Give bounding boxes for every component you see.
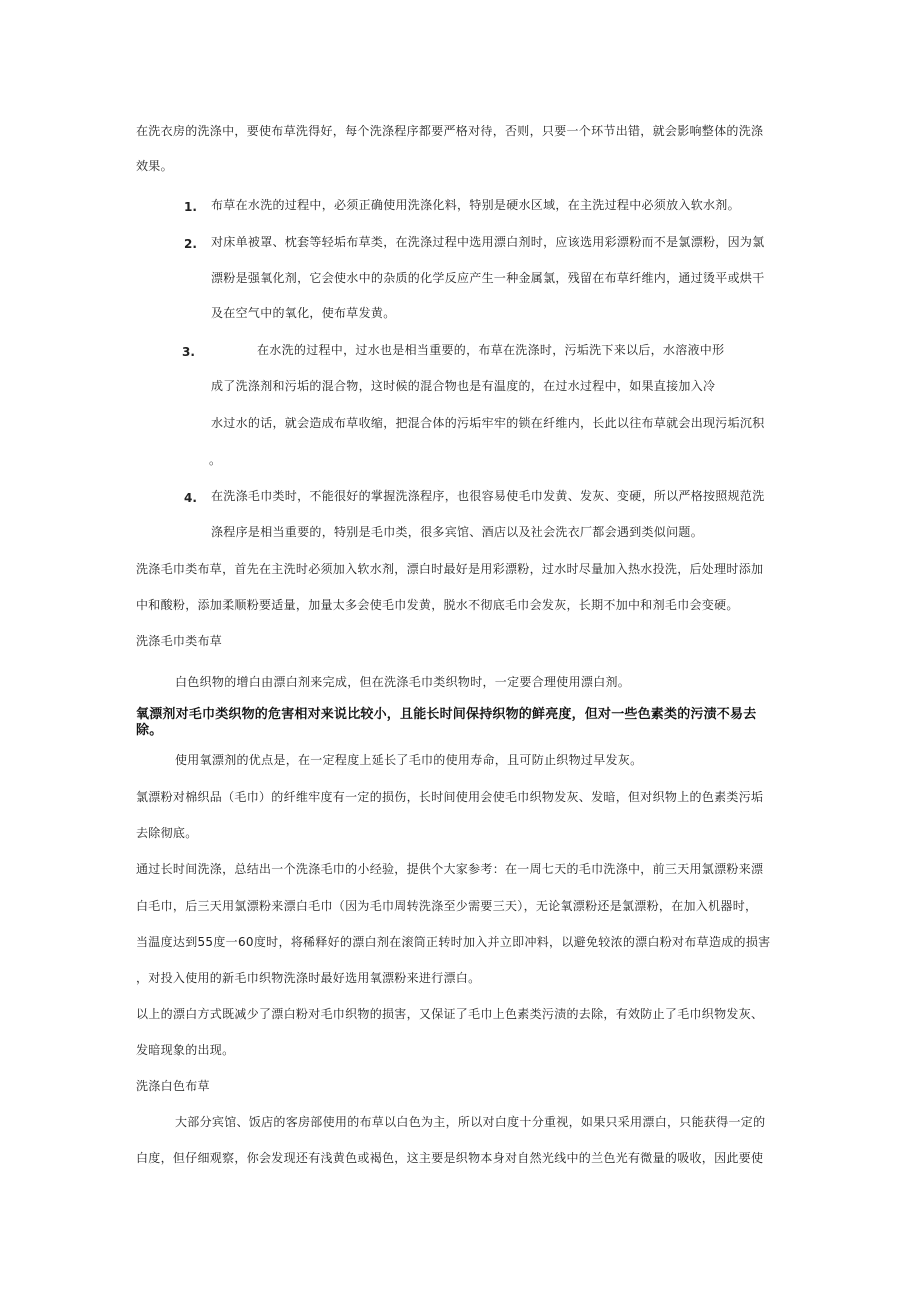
bold-para-line-2: 除。 [136,723,163,738]
towel-para-line-1: 洗涤毛巾类布草，首先在主洗时必须加入软水剂，漂白时最好是用彩漂粉，过水时尽量加入热水投洗，后处理时添加 [136,562,764,576]
heading-towel: 洗涤毛巾类布草 [136,634,223,648]
heading-white: 洗涤白色布草 [136,1079,210,1093]
list-item-4-line-1: 在洗涤毛巾类时，不能很好的掌握洗涤程序，也很容易使毛巾发黄、发灰、变硬，所以严格按照规范洗 [211,489,765,503]
list-item-1-number: 1. [184,200,197,214]
list-item-2-line-1: 对床单被罩、枕套等轻垢布草类，在洗涤过程中选用漂白剂时，应该选用彩漂粉而不是氯漂粉，因为氯 [211,235,765,249]
chlorine-para-line-1: 氯漂粉对棉织品（毛巾）的纤维牢度有一定的损伤，长时间使用会使毛巾织物发灰、发暗，但对织物上的色素类污垢 [136,790,764,804]
conclusion-para-line-2: 发暗现象的出现。 [136,1043,235,1057]
list-item-2-line-2: 漂粉是强氧化剂，它会使水中的杂质的化学反应产生一种金属氯，残留在布草纤维内，通过烫平或烘干 [211,271,765,285]
experience-para-line-3: 当温度达到55度一60度时，将稀释好的漂白剂在滚筒正转时加入并立即冲料，以避免较浓的漂白粉对布草造成的损害 [136,935,771,949]
list-item-4-number: 4. [184,491,197,505]
whitening-para: 白色织物的增白由漂白剂来完成，但在洗涤毛巾类织物时，一定要合理使用漂白剂。 [175,675,631,689]
experience-para-line-4: ，对投入使用的新毛巾织物洗涤时最好选用氧漂粉来进行漂白。 [136,971,481,985]
oxygen-para: 使用氧漂剂的优点是，在一定程度上延长了毛巾的使用寿命，且可防止织物过早发灰。 [175,753,643,767]
intro-line-2: 效果。 [136,159,173,173]
list-item-4-line-2: 涤程序是相当重要的，特别是毛巾类，很多宾馆、酒店以及社会洗衣厂都会遇到类似问题。 [211,525,704,539]
experience-para-line-1: 通过长时间洗涤，总结出一个洗涤毛巾的小经验，提供个大家参考：在一周七天的毛巾洗涤中，前三天用氯漂粉来漂 [136,862,764,876]
list-item-3-line-1: 在水洗的过程中，过水也是相当重要的，布草在洗涤时，污垢洗下来以后，水溶液中形 [257,343,725,357]
white-para-line-2: 白度，但仔细观察，你会发现还有浅黄色或褐色，这主要是织物本身对自然光线中的兰色光有微量的吸收，因此要使 [136,1151,764,1165]
chlorine-para-line-2: 去除彻底。 [136,826,198,840]
intro-line-1: 在洗衣房的洗涤中，要使布草洗得好，每个洗涤程序都要严格对待，否则，只要一个环节出错，就会影响整体的洗涤 [136,124,764,138]
towel-para-line-2: 中和酸粉，添加柔顺粉要适量，加量太多会使毛巾发黄，脱水不彻底毛巾会发灰，长期不加中和剂毛巾会变硬。 [136,598,739,612]
experience-para-line-2: 白毛巾，后三天用氯漂粉来漂白毛巾（因为毛巾周转洗涤至少需要三天），无论氧漂粉还是氯漂粉，在加入机器时， [136,899,758,913]
list-item-3-line-4: 。 [209,453,222,467]
list-item-3-number: 3. [182,345,195,359]
list-item-3-line-3: 水过水的话，就会造成布草收缩，把混合体的污垢牢牢的锁在纤维内，长此以往布草就会出现污垢沉积 [211,416,765,430]
conclusion-para-line-1: 以上的漂白方式既减少了漂白粉对毛巾织物的损害，又保证了毛巾上色素类污渍的去除，有效防止了毛巾织物发灰、 [136,1007,764,1021]
bold-para-line-1: 氧漂剂对毛巾类织物的危害相对来说比较小，且能长时间保持织物的鲜亮度，但对一些色素类的污渍不易去 [136,707,757,722]
white-para-line-1: 大部分宾馆、饭店的客房部使用的布草以白色为主，所以对白度十分重视，如果只采用漂白，只能获得一定的 [175,1115,766,1129]
list-item-2-line-3: 及在空气中的氧化，使布草发黄。 [211,306,396,320]
list-item-2-number: 2. [184,237,197,251]
list-item-1-line-1: 布草在水洗的过程中，必须正确使用洗涤化料，特别是硬水区域，在主洗过程中必须放入软水剂。 [211,198,740,212]
list-item-3-line-2: 成了洗涤剂和污垢的混合物，这时候的混合物也是有温度的，在过水过程中，如果直接加入冷 [211,379,716,393]
